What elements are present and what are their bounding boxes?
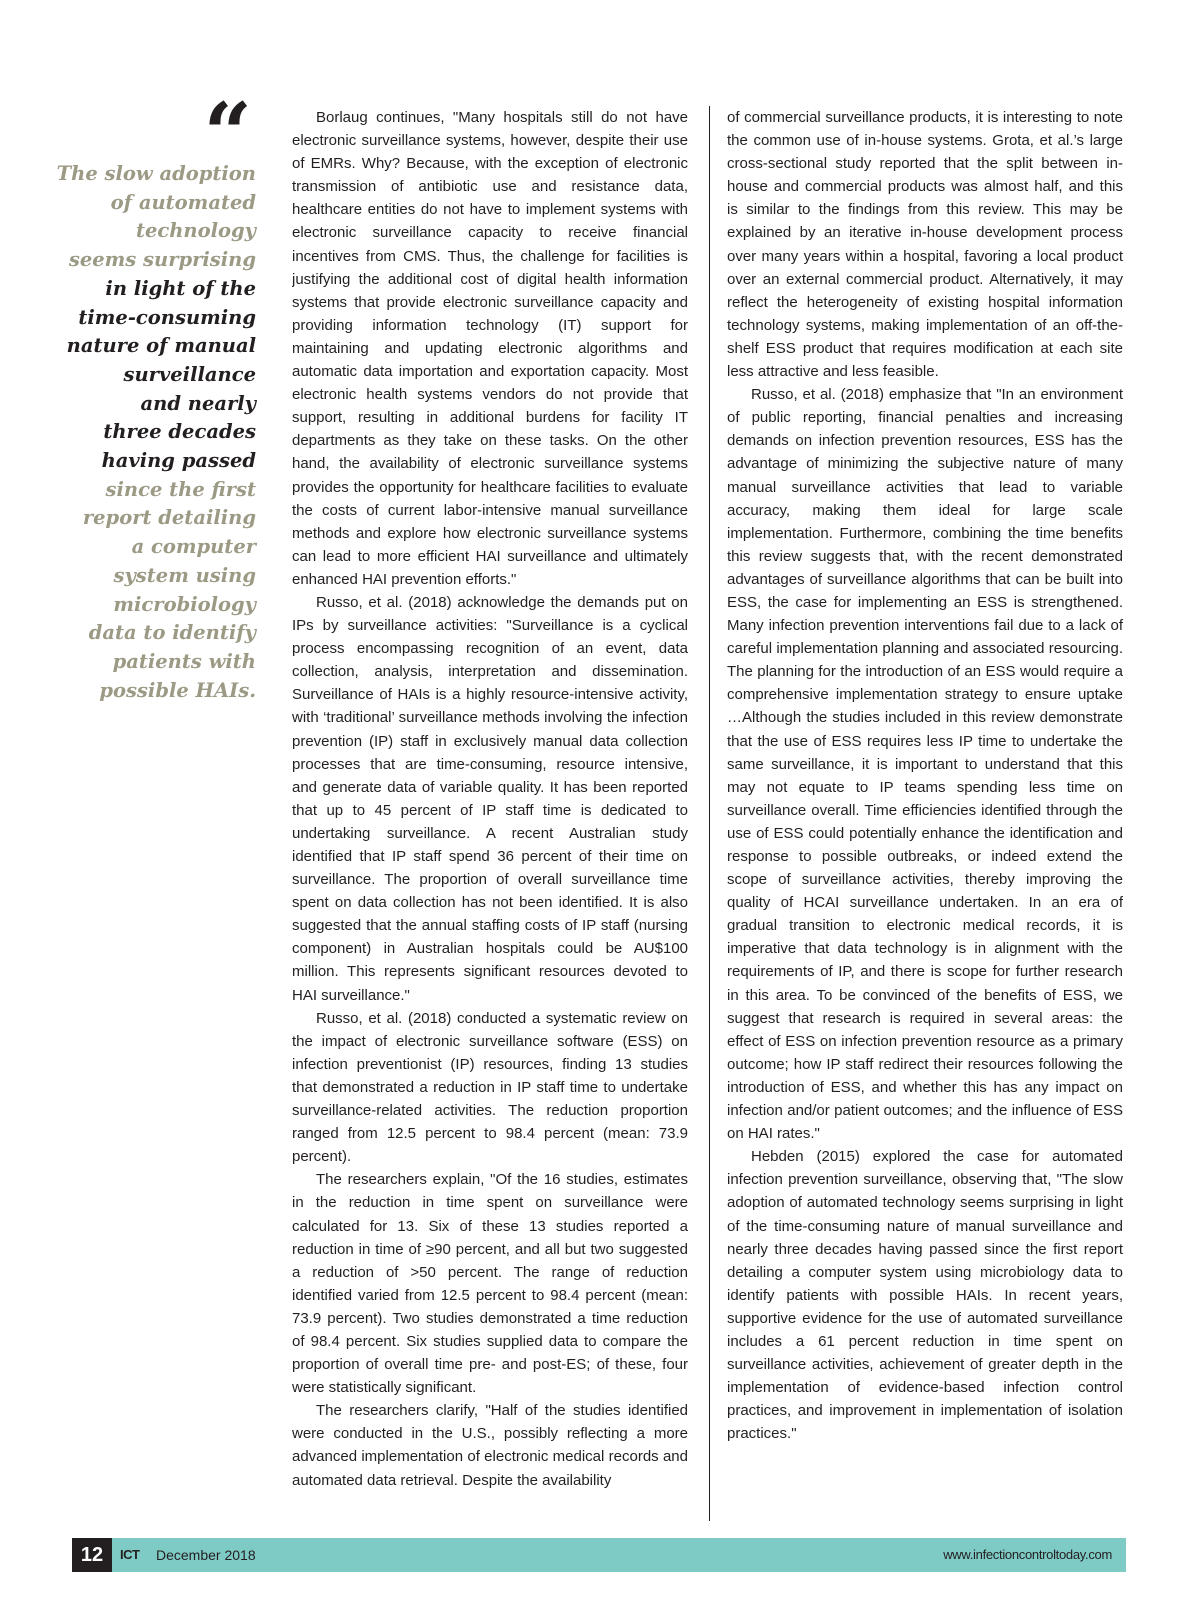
pull-quote-line: report detailing xyxy=(82,506,256,530)
pull-quote-line: system using xyxy=(113,563,256,587)
pull-quote-line: data to identify xyxy=(88,621,256,645)
paragraph: Russo, et al. (2018) acknowledge the demands put on IPs by surveillance activities: "Surveillance is a cyclical process encompassing recognition of an event, data collection, analysis, interpretation and dissemination. Surveillance of HAIs is a highly resource-intensive activity, with ‘traditional’ surveillance methods involving the infection prevention (IP) staff in exclusively manual data collection processes that are time-consuming, resource intensive, and generate data of variable quality. It has been reported that up to 45 percent of IP staff time is dedicated to undertaking surveillance. A recent Australian study identified that IP staff spend 36 percent of their time on surveillance. The proportion of overall surveillance time spent on data collection has not been identified. It is also suggested that the annual staffing costs of IP staff (nursing component) in Australian hospitals could be AU$100 million. This represents significant resources devoted to HAI surveillance." xyxy=(292,593,688,1004)
pull-quote-line: seems surprising xyxy=(68,248,256,272)
pull-quote-line: nature of manual xyxy=(66,334,256,358)
magazine-name: ICT xyxy=(120,1547,140,1562)
paragraph: Russo, et al. (2018) emphasize that "In an environment of public reporting, financial penalties and increasing demands on infection prevention resources, ESS has the advantage of minimizing the subjective nature of many manual surveillance activities that lead to variable accuracy, making them ideal for large scale implementation. Furthermore, combining the time benefits this review suggests that, with the recent demonstrated advantages of surveillance algorithms that can be built into ESS, the case for implementing an ESS is strengthened. Many infection prevention interventions fail due to a lack of careful implementation planning and associated resourcing. The planning for the introduction of an ESS would require a comprehensive implementation strategy to ensure uptake …Although the studies included in this review demonstrate that the use of ESS requires less IP time to undertake the same surveillance, it is important to understand that this may not equate to IP teams spending less time on surveillance overall. Time efficiencies identified through the use of ESS could potentially enhance the identification and response to possible outbreaks, or indeed extend the scope of surveillance activities, thereby improving the quality of HCAI surveillance undertaken. In an era of gradual transition to electronic medical records, it is imperative that data technology is in alignment with the requirements of IP, and there is scope for further research in this area. To be convinced of the benefits of ESS, we suggest that research is required in several areas: the effect of ESS on infection prevention resource as a primary outcome; how IP staff redirect their resources following the introduction of ESS, and whether this has any impact on infection and/or patient outcomes; and the influence of ESS on HAI rates." xyxy=(727,386,1123,1143)
pull-quote-line: and nearly xyxy=(140,391,256,415)
pull-quote-line: having passed xyxy=(101,449,256,473)
pull-quote-line: The slow adoption xyxy=(56,162,256,185)
paragraph: Hebden (2015) explored the case for automated infection prevention surveillance, observing that, "The slow adoption of automated technology seems surprising in light of the time-consuming nature of manual surveillance and nearly three decades having passed since the first report detailing a computer system using microbiology data to identify patients with possible HAIs. In recent years, supportive evidence for the use of automated surveillance includes a 61 percent reduction in time spent on surveillance activities, achievement of greater depth in the implementation of evidence-based infection control practices, and improvement in implementation of isolation practices." xyxy=(727,1148,1123,1443)
pull-quote-line: microbiology xyxy=(113,592,256,616)
page-footer xyxy=(72,1538,1126,1572)
pull-quote-line: patients with xyxy=(112,649,256,673)
page-number: 12 xyxy=(72,1538,112,1572)
pull-quote-line: possible HAIs. xyxy=(99,678,256,702)
pull-quote-line: three decades xyxy=(103,420,256,444)
paragraph: The researchers explain, "Of the 16 studies, estimates in the reduction in time spent on surveillance were calculated for 13. Six of these 13 studies reported a reduction in time of ≥90 percent, and all but two suggested a reduction of >50 percent. The range of reduction identified varied from 12.5 percent to 98.4 percent (mean: 73.9 percent). Two studies demonstrated a time reduction of 98.4 percent. Six studies supplied data to compare the proportion of overall time pre- and post-ES; of these, four were statistically significant. xyxy=(292,1171,688,1397)
pull-quote xyxy=(40,160,256,705)
pull-quote-line: surveillance xyxy=(123,362,256,386)
article-column-2 xyxy=(727,106,1123,1521)
pull-quote-line: of automated xyxy=(110,190,256,214)
website-link[interactable]: www.infectioncontroltoday.com xyxy=(943,1547,1112,1562)
pull-quote-line: time-consuming xyxy=(78,305,256,329)
pull-quote-line: in light of the xyxy=(105,276,256,300)
pull-quote-line: since the first xyxy=(105,477,256,501)
paragraph: of commercial surveillance products, it is interesting to note the common use of in-house systems. Grota, et al.’s large cross-sectional study reported that the split between in-house and commercial products was almost half, and this is similar to the findings from this review. This may be explained by an iterative in-house development process over many years within a hospital, favoring a local product over an external commercial product. Alternatively, it may reflect the heterogeneity of existing hospital information technology systems, making implementation of an off-the-shelf ESS product that requires modification at each site less attractive and less feasible. xyxy=(727,109,1123,381)
paragraph: The researchers clarify, "Half of the studies identified were conducted in the U.S., possibly reflecting a more advanced implementation of electronic medical records and automated data retrieval. Despite the availability xyxy=(292,1402,688,1489)
quote-mark-icon: “ xyxy=(203,84,252,183)
pull-quote-line: a computer xyxy=(131,535,256,559)
article-column-1 xyxy=(292,106,688,1521)
paragraph: Russo, et al. (2018) conducted a systematic review on the impact of electronic surveillance software (ESS) on infection preventionist (IP) resources, finding 13 studies that demonstrated a reduction in IP staff time to undertake surveillance-related activities. The reduction proportion ranged from 12.5 percent to 98.4 percent (mean: 73.9 percent). xyxy=(292,1009,688,1166)
paragraph: Borlaug continues, "Many hospitals still do not have electronic surveillance systems, however, despite their use of EMRs. Why? Because, with the exception of electronic transmission of antibiotic use and resistance data, healthcare entities do not have to implement systems with electronic surveillance capacity to receive financial incentives from CMS. Thus, the challenge for facilities is justifying the additional cost of digital health information systems that provide electronic surveillance capacity and providing information technology (IT) support for maintaining and updating electronic algorithms and automatic data importation and exportation capacity. Most electronic health systems vendors do not provide that support, resulting in additional burdens for facility IT departments as they take on these tasks. On the other hand, the availability of electronic surveillance systems provides the opportunity for healthcare facilities to evaluate the costs of current labor-intensive manual surveillance methods and explore how electronic surveillance systems can lead to more efficient HAI surveillance and ultimately enhanced HAI prevention efforts." xyxy=(292,109,688,588)
issue-date: December 2018 xyxy=(156,1547,256,1563)
column-divider xyxy=(709,106,710,1521)
pull-quote-line: technology xyxy=(135,219,256,243)
